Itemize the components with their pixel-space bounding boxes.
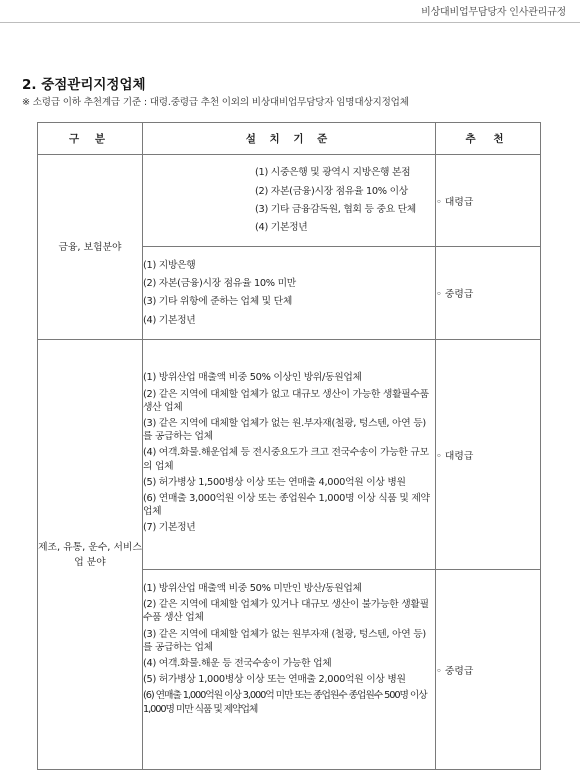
criteria-item: (6) 연매출 3,000억원 이상 또는 종업원수 1,000명 이상 식품 및 제약업체 xyxy=(143,493,430,518)
recommendation-cell: ◦ 중령급 xyxy=(436,247,541,340)
criteria-item: (2) 자본(금융)시장 점유율 10% 이상 xyxy=(255,185,408,197)
section-title: 2. 중점관리지정업체 xyxy=(22,77,146,93)
criteria-item: (5) 허가병상 1,000병상 이상 또는 연매출 2,000억원 이상 병원 xyxy=(143,674,406,686)
recommendation-cell: ◦ 중령급 xyxy=(436,570,541,770)
criteria-item: (1) 지방은행 xyxy=(143,259,196,271)
criteria-item: (2) 자본(금융)시장 점유율 10% 미만 xyxy=(143,278,296,290)
criteria-item: (3) 기타 금융감독원, 협회 등 중요 단체 xyxy=(255,203,416,215)
criteria-item: (4) 여객.화물.해운 등 전국수송이 가능한 업체 xyxy=(143,658,332,670)
criteria-cell xyxy=(143,155,436,247)
criteria-item: (7) 기본정년 xyxy=(143,522,196,534)
criteria-item: (6) 연매출 1,000억원 이상 3,000억 미만 또는 종업원수 종업원수 500명 이상 1,000명 미만 식품 및 제약업체 xyxy=(143,690,427,715)
criteria-item: (3) 같은 지역에 대체할 업체가 없는 원.부자재(철광, 텅스텐, 아연 등)를 공급하는 업체 xyxy=(143,417,426,443)
criteria-item: (4) 기본정년 xyxy=(143,314,196,326)
criteria-cell xyxy=(143,340,436,570)
criteria-item: (3) 같은 지역에 대체할 업체가 없는 원부자재 (철광, 텅스텐, 아연 등)를 공급하는 업체 xyxy=(143,628,426,653)
column-header-recommendation: 추 천 xyxy=(436,123,541,155)
recommendation-cell: ◦ 대령급 xyxy=(436,340,541,570)
criteria-item: (1) 시중은행 및 광역시 지방은행 본점 xyxy=(255,167,411,179)
designation-criteria-table xyxy=(37,122,541,770)
criteria-item: (5) 허가병상 1,500병상 이상 또는 연매출 4,000억원 이상 병원 xyxy=(143,476,406,488)
section-note: ※ 소령급 이하 추천계급 기준 : 대령.중령급 추천 이외의 비상대비업무담당자 임명대상지정업체 xyxy=(22,97,409,108)
criteria-item: (1) 방위산업 매출액 비중 50% 미만인 방산/동원업체 xyxy=(143,583,362,594)
running-header: 비상대비업무담당자 인사관리규정 xyxy=(421,7,566,18)
table-header-row xyxy=(38,123,541,155)
criteria-item: (3) 기타 위항에 준하는 업체 및 단체 xyxy=(143,296,292,308)
sector-cell-industry: 제조, 유통, 운수, 서비스업 분야 xyxy=(38,340,143,770)
table-row xyxy=(38,340,541,570)
header-divider xyxy=(0,22,580,23)
column-header-category: 구 분 xyxy=(38,123,143,155)
criteria-item: (2) 같은 지역에 대체할 업체가 없고 대규모 생산이 가능한 생활필수품 생산 업체 xyxy=(143,388,429,413)
table-row xyxy=(38,155,541,247)
criteria-item: (4) 기본정년 xyxy=(255,222,308,234)
sector-cell-finance: 금융, 보험분야 xyxy=(38,155,143,340)
criteria-item: (4) 여객.화물.해운업체 등 전시중요도가 크고 전국수송이 가능한 규모의 업체 xyxy=(143,447,429,472)
criteria-cell xyxy=(143,247,436,340)
criteria-item: (1) 방위산업 매출액 비중 50% 이상인 방위/동원업체 xyxy=(143,372,362,384)
recommendation-cell: ◦ 대령급 xyxy=(436,155,541,247)
criteria-cell xyxy=(143,570,436,770)
criteria-item: (2) 같은 지역에 대체할 업체가 있거나 대규모 생산이 불가능한 생활필수품 생산 업체 xyxy=(143,599,429,624)
column-header-criteria: 설 치 기 준 xyxy=(143,123,436,155)
